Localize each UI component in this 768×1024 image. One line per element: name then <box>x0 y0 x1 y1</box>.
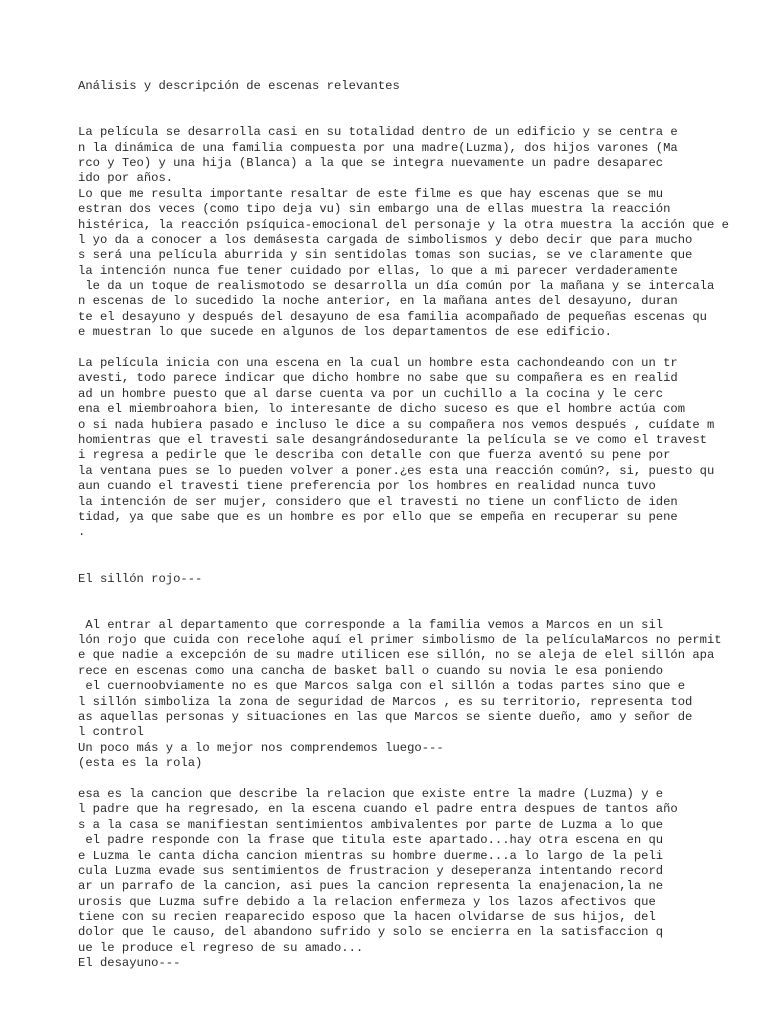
text-line: ido por años. <box>78 171 174 186</box>
document-text <box>78 79 729 972</box>
text-line: e muestran lo que sucede en algunos de los departamentos de ese edificio. <box>78 325 612 340</box>
text-line: estran dos veces (como tipo deja vu) sin embargo una de ellas muestra la reacción <box>78 202 671 217</box>
blank-line <box>78 772 729 787</box>
text-line: Lo que me resulta importante resaltar de este filme es que hay escenas que se mu <box>78 186 664 201</box>
text-line: la intención de ser mujer, considero que el travesti no tiene un conflicto de iden <box>78 494 678 509</box>
text-line: La película inicia con una escena en la cual un hombre esta cachondeando con un tr <box>78 356 678 371</box>
text-line: l control <box>78 725 144 740</box>
blank-line <box>78 602 729 617</box>
blank-line <box>78 341 729 356</box>
text-line: e Luzma le canta dicha cancion mientras su hombre duerme...a lo largo de la peli <box>78 848 664 863</box>
text-line: ue le produce el regreso de su amado... <box>78 940 364 955</box>
text-line: la intención nunca fue tener cuidado por ellas, lo que a mi parecer verdaderamente <box>78 263 678 278</box>
text-line: El sillón rojo--- <box>78 571 203 586</box>
text-line: lón rojo que cuida con recelohe aquí el primer simbolismo de la películaMarcos no permit <box>78 633 722 648</box>
text-line: Análisis y descripción de escenas relevantes <box>78 79 400 93</box>
text-line: histérica, la reacción psíquica-emocional del personaje y la otra muestra la acción que e <box>78 217 729 232</box>
text-line: ad un hombre puesto que al darse cuenta va por un cuchillo a la cocina y le cerc <box>78 386 664 401</box>
blank-line <box>78 94 729 109</box>
text-line: te el desayuno y después del desayuno de esa familia acompañado de pequeñas escenas qu <box>78 309 707 324</box>
text-line: l sillón simboliza la zona de seguridad de Marcos , es su territorio, representa tod <box>78 694 693 709</box>
text-line: El desayuno--- <box>78 956 181 971</box>
text-line: ar un parrafo de la cancion, asi pues la cancion representa la enajenacion,la ne <box>78 879 664 894</box>
text-line: la ventana pues se lo pueden volver a poner.¿es esta una reacción común?, si, puesto qu <box>78 463 715 478</box>
text-line: urosis que Luzma sufre debido a la relacion enfermeza y los lazos afectivos que <box>78 894 656 909</box>
text-line: (esta es la rola) <box>78 756 203 771</box>
text-line: La película se desarrolla casi en su totalidad dentro de un edificio y se centra e <box>78 125 678 140</box>
text-line: tiene con su recien reaparecido esposo que la hacen olvidarse de sus hijos, del <box>78 910 656 925</box>
text-line: . <box>78 525 86 540</box>
text-line: homientras que el travesti sale desangrándosedurante la película se ve como el travest <box>78 432 707 447</box>
text-line: o si nada hubiera pasado e incluso le dice a su compañera nos vemos después , cuídate m <box>78 417 715 432</box>
text-line: rco y Teo) y una hija (Blanca) a la que se integra nuevamente un padre desaparec <box>78 155 664 170</box>
text-line: e que nadie a excepción de su madre utilicen ese sillón, no se aleja de elel sillón apa <box>78 648 715 663</box>
text-line: el padre responde con la frase que titula este apartado...hay otra escena en qu <box>78 833 664 848</box>
text-line: esa es la cancion que describe la relacion que existe entre la madre (Luzma) y e <box>78 786 664 801</box>
text-line: el cuernoobviamente no es que Marcos salga con el sillón a todas partes sino que e <box>78 679 686 694</box>
text-line: Un poco más y a lo mejor nos comprendemos luego--- <box>78 740 444 755</box>
text-line: as aquellas personas y situaciones en las que Marcos se siente dueño, amo y señor de <box>78 710 693 725</box>
text-line: tidad, ya que sabe que es un hombre es por ello que se empeña en recuperar su pene <box>78 509 678 524</box>
text-line: cula Luzma evade sus sentimientos de frustracion y deseperanza intentando record <box>78 863 664 878</box>
blank-line <box>78 110 729 125</box>
text-line: l yo da a conocer a los demásesta cargada de simbolismos y debo decir que para mucho <box>78 232 693 247</box>
text-line: l padre que ha regresado, en la escena cuando el padre entra despues de tantos año <box>78 802 678 817</box>
blank-line <box>78 587 729 602</box>
text-line: rece en escenas como una cancha de basket ball o cuando su novia le esa poniendo <box>78 663 664 678</box>
text-line: ena el miembroahora bien, lo interesante de dicho suceso es que el hombre actúa com <box>78 402 686 417</box>
text-line: Al entrar al departamento que corresponde a la familia vemos a Marcos en un sil <box>78 617 664 632</box>
text-line: i regresa a pedirle que le describa con detalle con que fuerza aventó su pene por <box>78 448 671 463</box>
text-line: n escenas de lo sucedido la noche anterior, en la mañana antes del desayuno, duran <box>78 294 678 309</box>
text-line: n la dinámica de una familia compuesta por una madre(Luzma), dos hijos varones (Ma <box>78 140 678 155</box>
text-line: aun cuando el travesti tiene preferencia por los hombres en realidad nunca tuvo <box>78 479 656 494</box>
blank-line <box>78 541 729 556</box>
blank-line <box>78 556 729 571</box>
text-line: dolor que le causo, del abandono sufrido y solo se encierra en la satisfaccion q <box>78 925 664 940</box>
text-line: avesti, todo parece indicar que dicho hombre no sabe que su compañera es en realid <box>78 371 678 386</box>
text-line: s será una película aburrida y sin sentidolas tomas son sucias, se ve claramente que <box>78 248 693 263</box>
text-line: s a la casa se manifiestan sentimientos ambivalentes por parte de Luzma a lo que <box>78 817 664 832</box>
text-line: le da un toque de realismotodo se desarrolla un día común por la mañana y se intercala <box>78 279 715 294</box>
